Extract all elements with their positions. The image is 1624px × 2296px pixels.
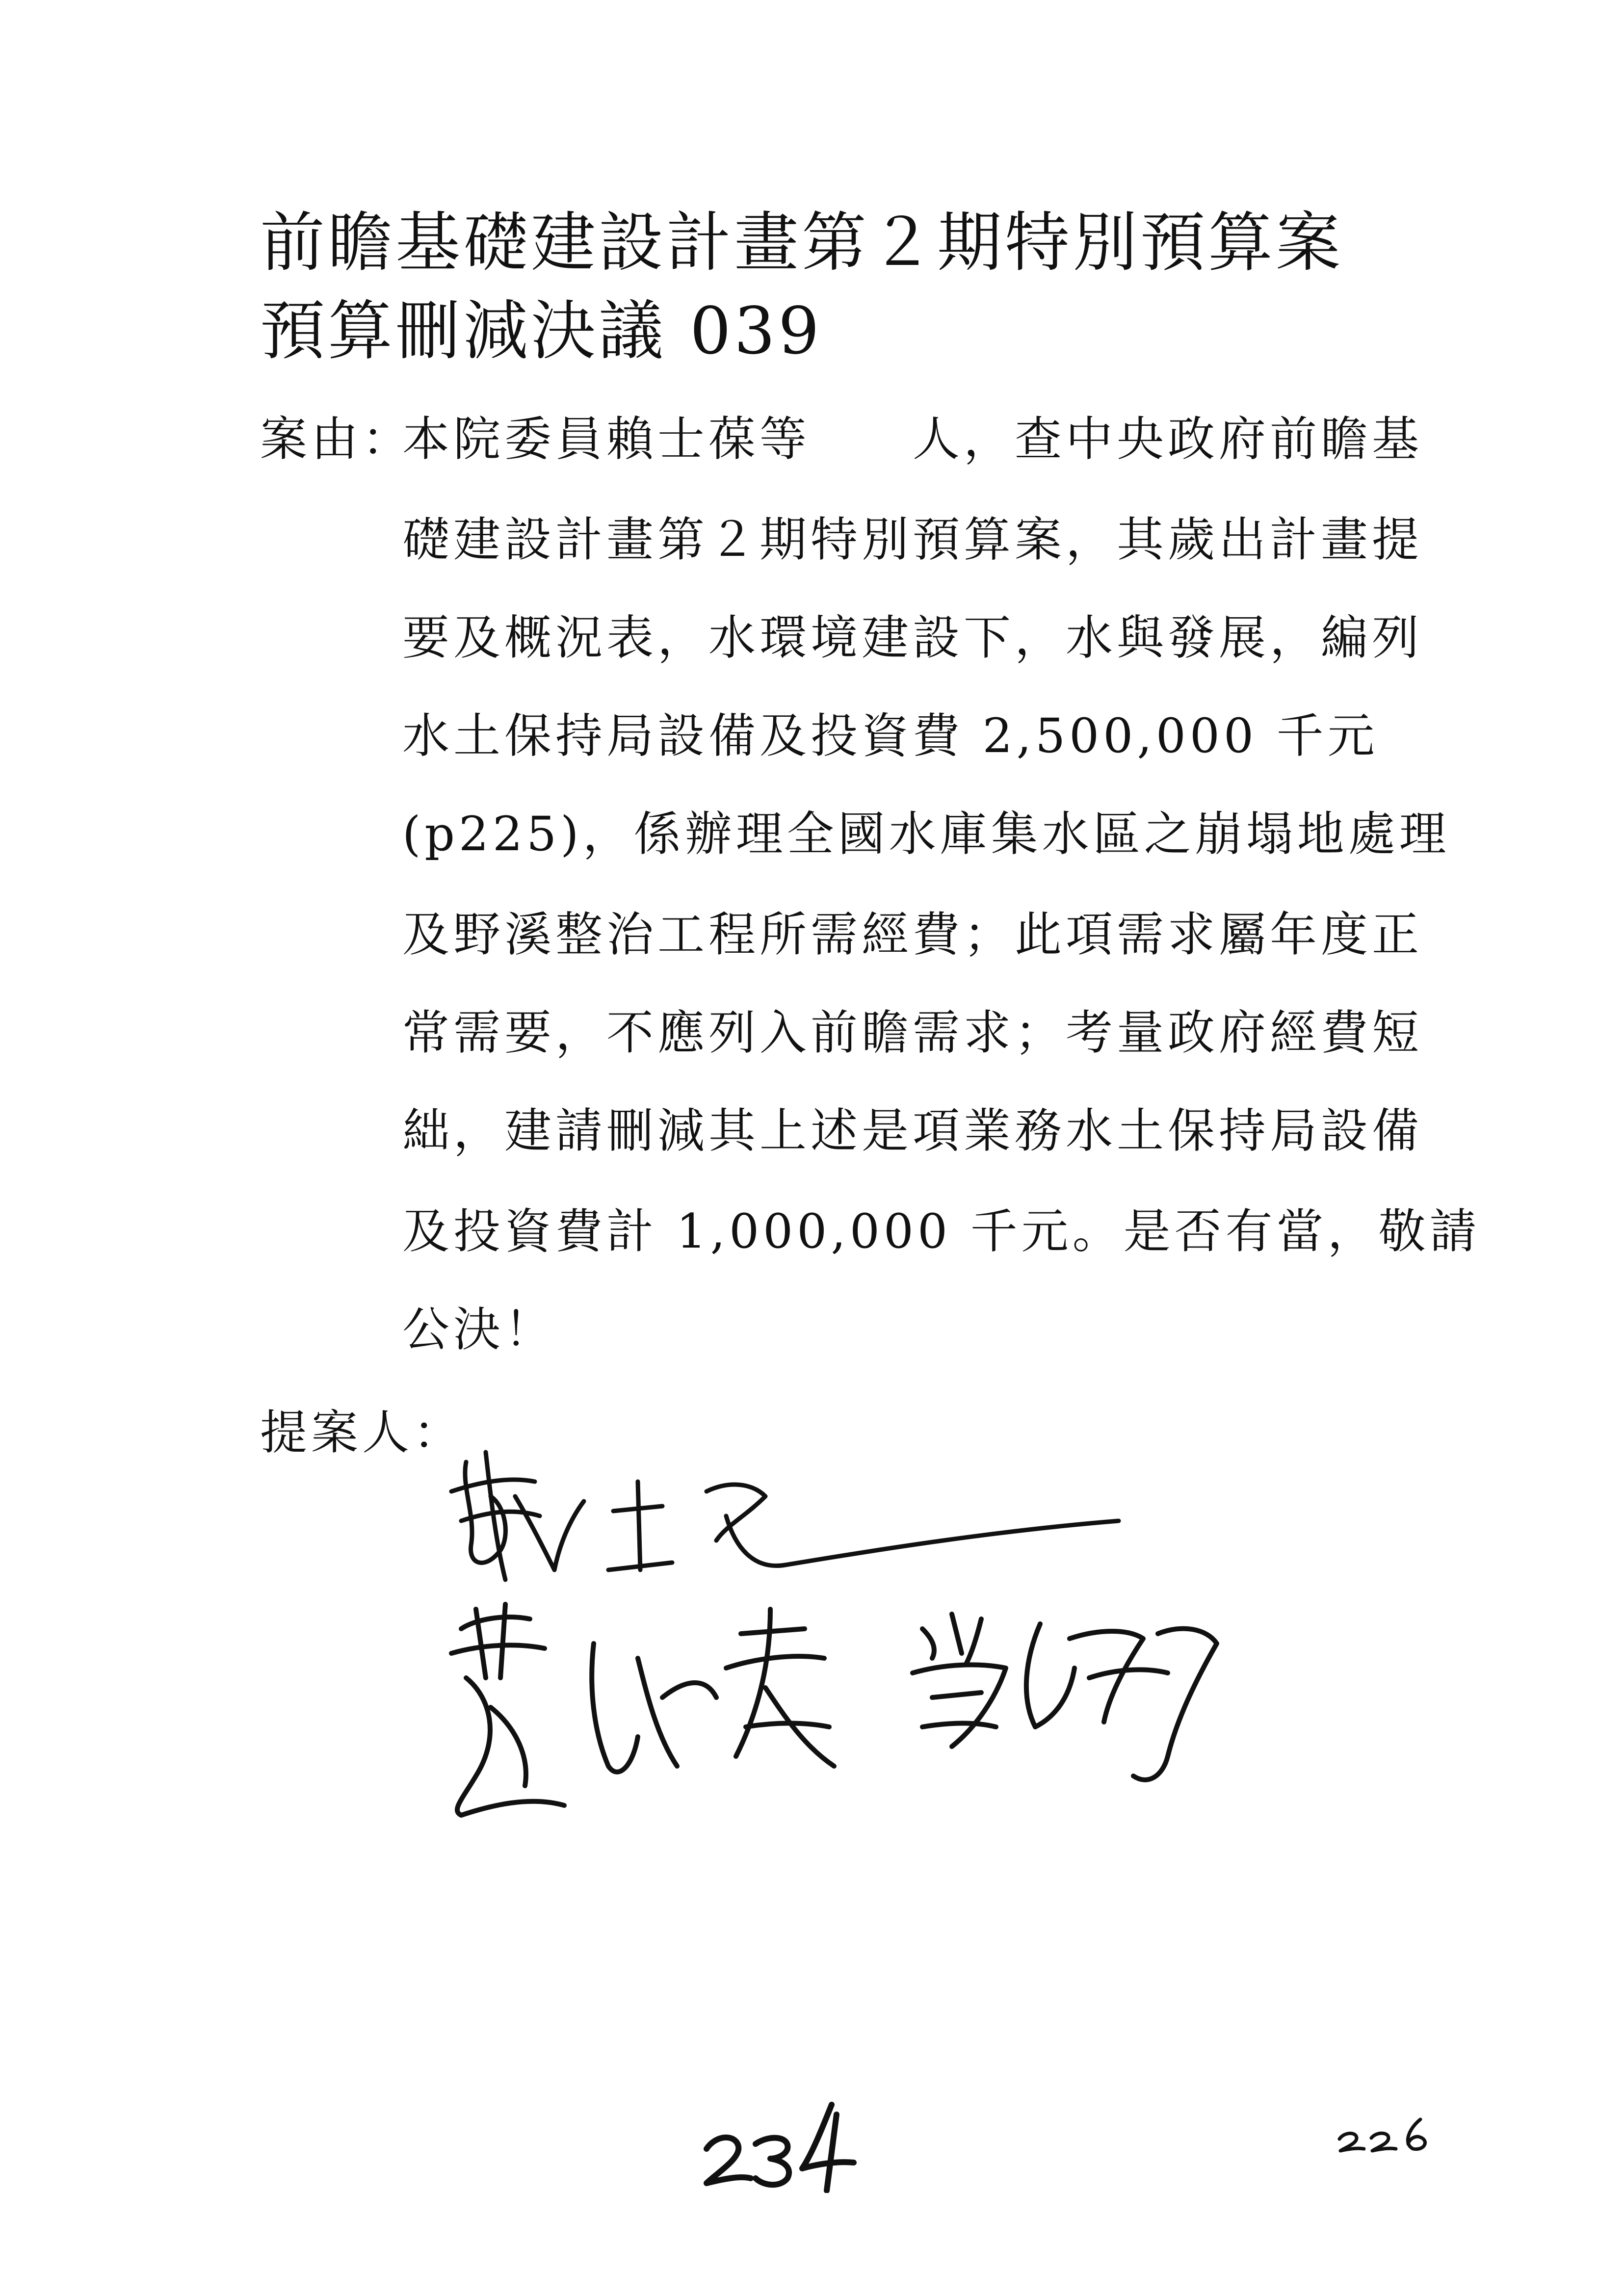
reason-line-5: (p225)，係辦理全國水庫集水區之崩塌地處理 — [402, 807, 1450, 861]
reason-line-10: 公決！ — [402, 1302, 555, 1357]
signature-3 — [913, 1614, 1217, 1780]
reason-line-1: 本院委員賴士葆等 人，查中央政府前瞻基 — [402, 412, 1423, 467]
handwritten-page-number — [697, 2095, 859, 2193]
document-title-line-1: 前瞻基礎建設計畫第２期特別預算案 — [260, 205, 1343, 281]
reason-line-6: 及野溪整治工程所需經費；此項需求屬年度正 — [402, 907, 1423, 962]
reason-line-3: 要及概況表，水環境建設下，水與發展，編列 — [402, 610, 1423, 665]
signature-2 — [451, 1604, 834, 1815]
reason-line-7: 常需要，不應列入前瞻需求；考量政府經費短 — [402, 1005, 1423, 1060]
handwritten-signatures — [432, 1423, 1315, 1864]
signature-1 — [451, 1452, 1119, 1580]
handwritten-page-number-secondary — [1335, 2110, 1447, 2154]
proposer-label: 提案人： — [260, 1405, 464, 1460]
reason-line-2: 礎建設計畫第２期特別預算案，其歲出計畫提 — [402, 512, 1423, 567]
reason-label: 案由： — [260, 412, 413, 467]
reason-line-4: 水土保持局設備及投資費 2,500,000 千元 — [402, 708, 1379, 763]
document-title-line-2: 預算刪減決議 039 — [260, 293, 822, 369]
reason-line-9: 及投資費計 1,000,000 千元。是否有當，敬請 — [402, 1204, 1481, 1259]
reason-line-8: 絀，建請刪減其上述是項業務水土保持局設備 — [402, 1103, 1423, 1158]
